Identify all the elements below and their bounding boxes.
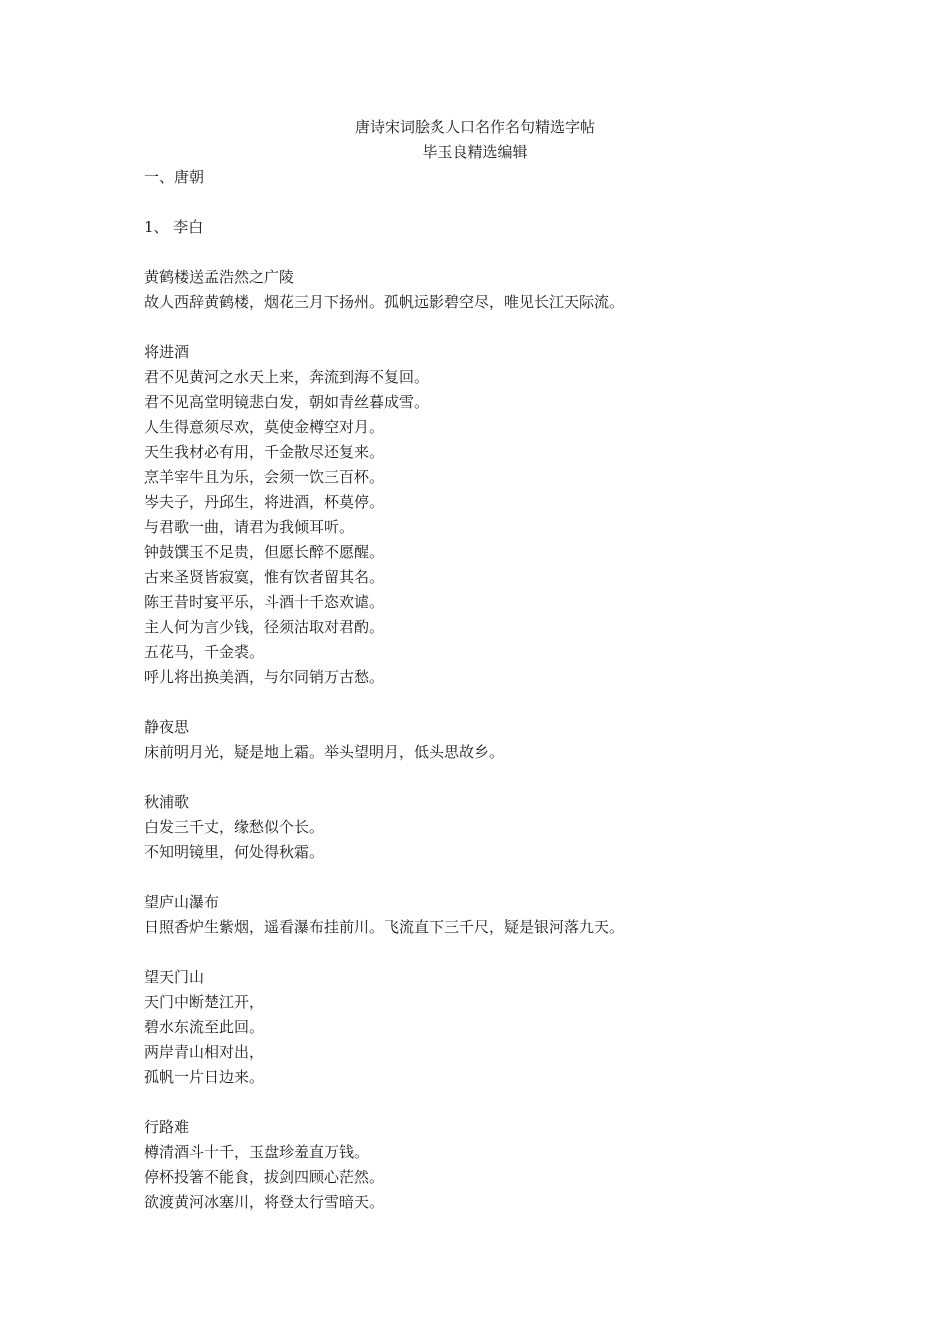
poem-line: 天门中断楚江开， <box>144 993 265 1011</box>
poem-line: 与君歌一曲，请君为我倾耳听。 <box>144 518 355 536</box>
spacer <box>144 1090 864 1115</box>
spacer <box>144 240 864 265</box>
poem-line: 主人何为言少钱，径须沽取对君酌。 <box>144 618 385 636</box>
poem-line: 白发三千丈，缘愁似个长。 <box>144 818 325 836</box>
poem-line: 人生得意须尽欢，莫使金樽空对月。 <box>144 418 385 436</box>
poem-title: 望庐山瀑布 <box>144 893 220 911</box>
poem <box>144 340 864 690</box>
poem-line: 五花马，千金裘。 <box>144 643 265 661</box>
spacer <box>144 940 864 965</box>
section-heading: 一、唐朝 <box>144 168 205 186</box>
poem-title: 行路难 <box>144 1118 190 1136</box>
poem-line: 岑夫子，丹邱生，将进酒，杯莫停。 <box>144 493 385 511</box>
poem <box>144 265 864 315</box>
poem-line: 孤帆一片日边来。 <box>144 1068 265 1086</box>
poem-line: 陈王昔时宴平乐，斗酒十千恣欢谑。 <box>144 593 385 611</box>
spacer <box>144 865 864 890</box>
poem-line: 古来圣贤皆寂寞，惟有饮者留其名。 <box>144 568 385 586</box>
poem <box>144 715 864 765</box>
poem-line: 君不见高堂明镜悲白发，朝如青丝暮成雪。 <box>144 393 430 411</box>
poem-line: 欲渡黄河冰塞川，将登太行雪暗天。 <box>144 1193 385 1211</box>
title-block <box>0 115 950 165</box>
spacer <box>144 190 864 215</box>
poem-line: 不知明镜里，何处得秋霜。 <box>144 843 325 861</box>
document-body <box>144 165 864 1215</box>
spacer <box>144 690 864 715</box>
poem-title: 静夜思 <box>144 718 190 736</box>
poem <box>144 965 864 1090</box>
poem-line: 天生我材必有用，千金散尽还复来。 <box>144 443 385 461</box>
poem-title: 秋浦歌 <box>144 793 190 811</box>
poem-line: 呼儿将出换美酒，与尔同销万古愁。 <box>144 668 385 686</box>
poem-title: 黄鹤楼送孟浩然之广陵 <box>144 268 295 286</box>
poem-line: 钟鼓馔玉不足贵，但愿长醉不愿醒。 <box>144 543 385 561</box>
poem-line: 日照香炉生紫烟，遥看瀑布挂前川。飞流直下三千尺，疑是银河落九天。 <box>144 918 625 936</box>
poem-line: 碧水东流至此回。 <box>144 1018 265 1036</box>
poem <box>144 890 864 940</box>
poem-line: 停杯投箸不能食，拔剑四顾心茫然。 <box>144 1168 385 1186</box>
poem-title: 望天门山 <box>144 968 205 986</box>
document-title: 唐诗宋词脍炙人口名作名句精选字帖 <box>354 118 595 136</box>
document-editor: 毕玉良精选编辑 <box>422 143 528 161</box>
poem-line: 烹羊宰牛且为乐，会须一饮三百杯。 <box>144 468 385 486</box>
poem-line: 床前明月光，疑是地上霜。举头望明月，低头思故乡。 <box>144 743 505 761</box>
poem-line: 君不见黄河之水天上来，奔流到海不复回。 <box>144 368 430 386</box>
poem-line: 樽清酒斗十千，玉盘珍羞直万钱。 <box>144 1143 370 1161</box>
poet-heading: 1、 李白 <box>144 218 204 236</box>
spacer <box>144 315 864 340</box>
poem <box>144 790 864 865</box>
poem-line: 两岸青山相对出， <box>144 1043 265 1061</box>
spacer <box>144 765 864 790</box>
poem-title: 将进酒 <box>144 343 190 361</box>
poem-line: 故人西辞黄鹤楼，烟花三月下扬州。孤帆远影碧空尽，唯见长江天际流。 <box>144 293 625 311</box>
poem <box>144 1115 864 1215</box>
